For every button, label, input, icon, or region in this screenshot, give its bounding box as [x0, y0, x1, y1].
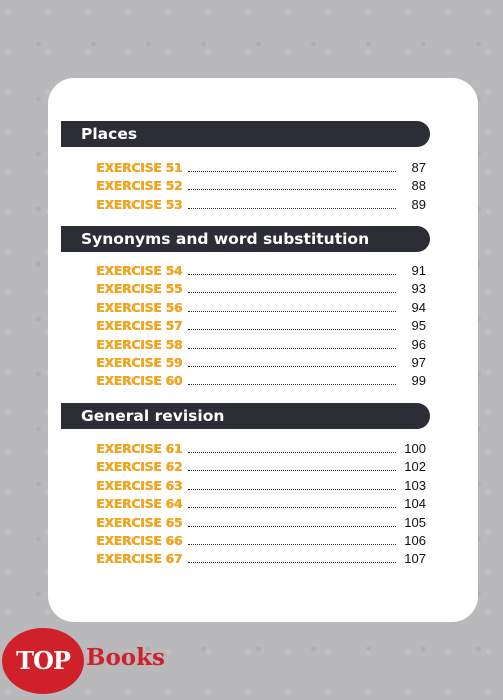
dot-leader: [188, 533, 396, 545]
page-number: 99: [411, 373, 426, 389]
page-number: 89: [411, 196, 426, 212]
section-title: Places: [81, 125, 138, 143]
logo-top-badge: TOP: [2, 628, 84, 694]
toc-row[interactable]: [96, 355, 426, 373]
dot-leader: [188, 551, 396, 563]
page-number: 104: [404, 496, 426, 512]
page-number: 87: [411, 160, 426, 175]
toc-row[interactable]: [96, 515, 426, 533]
dot-leader: [188, 496, 396, 508]
dot-leader: [188, 337, 396, 349]
exercise-label: EXERCISE 64: [96, 496, 183, 512]
page-number: 91: [411, 263, 426, 278]
toc-row[interactable]: [96, 281, 426, 299]
page-number: 94: [411, 299, 426, 315]
section-title: Synonyms and word substitution: [81, 230, 370, 248]
page-number: 107: [404, 551, 426, 567]
page-number: 88: [411, 178, 426, 194]
exercise-label: EXERCISE 65: [96, 514, 183, 530]
dot-leader: [188, 178, 396, 190]
exercise-label: EXERCISE 55: [96, 281, 183, 297]
dot-leader: [188, 373, 396, 385]
toc-row[interactable]: [96, 263, 426, 281]
toc-row[interactable]: [96, 459, 426, 477]
section-list-general-revision: [96, 441, 426, 570]
toc-row[interactable]: [96, 551, 426, 569]
page-number: 103: [404, 477, 426, 493]
exercise-label: EXERCISE 53: [96, 196, 183, 212]
section-header-general-revision: [61, 403, 430, 429]
section-list-places: [96, 160, 426, 215]
toc-row[interactable]: [96, 373, 426, 391]
exercise-label: EXERCISE 66: [96, 532, 183, 548]
dot-leader: [188, 355, 396, 367]
dot-leader: [188, 459, 396, 471]
toc-row[interactable]: [96, 496, 426, 514]
dot-leader: [188, 318, 396, 330]
exercise-label: EXERCISE 52: [96, 178, 183, 194]
toc-row[interactable]: [96, 300, 426, 318]
toc-row[interactable]: [96, 318, 426, 336]
toc-row[interactable]: [96, 441, 426, 459]
page-number: 106: [404, 532, 426, 548]
toc-row[interactable]: [96, 533, 426, 551]
page-number: 96: [411, 336, 426, 352]
page-number: 100: [404, 441, 426, 456]
exercise-label: EXERCISE 60: [96, 373, 183, 389]
toc-row[interactable]: [96, 160, 426, 178]
topbooks-logo: [2, 628, 202, 696]
dot-leader: [188, 263, 396, 275]
exercise-label: EXERCISE 63: [96, 477, 183, 493]
dot-leader: [188, 515, 396, 527]
exercise-label: EXERCISE 54: [96, 263, 183, 278]
section-header-places: [61, 121, 430, 147]
exercise-label: EXERCISE 67: [96, 551, 183, 567]
page-number: 97: [411, 354, 426, 370]
dot-leader: [188, 281, 396, 293]
page-number: 105: [404, 514, 426, 530]
dot-leader: [188, 160, 396, 172]
page-number: 102: [404, 459, 426, 475]
exercise-label: EXERCISE 59: [96, 354, 183, 370]
section-list-synonyms: [96, 263, 426, 392]
section-header-synonyms: [61, 226, 430, 252]
section-title: General revision: [81, 407, 225, 425]
exercise-label: EXERCISE 56: [96, 299, 183, 315]
exercise-label: EXERCISE 57: [96, 318, 183, 334]
dot-leader: [188, 300, 396, 312]
exercise-label: EXERCISE 62: [96, 459, 183, 475]
page-number: 93: [411, 281, 426, 297]
toc-row[interactable]: [96, 478, 426, 496]
toc-row[interactable]: [96, 337, 426, 355]
exercise-label: EXERCISE 51: [96, 160, 183, 175]
exercise-label: EXERCISE 58: [96, 336, 183, 352]
exercise-label: EXERCISE 61: [96, 441, 183, 456]
dot-leader: [188, 478, 396, 490]
toc-row[interactable]: [96, 197, 426, 215]
logo-books-text: Books: [86, 644, 166, 671]
page-number: 95: [411, 318, 426, 334]
dot-leader: [188, 441, 396, 453]
dot-leader: [188, 197, 396, 209]
toc-row[interactable]: [96, 178, 426, 196]
